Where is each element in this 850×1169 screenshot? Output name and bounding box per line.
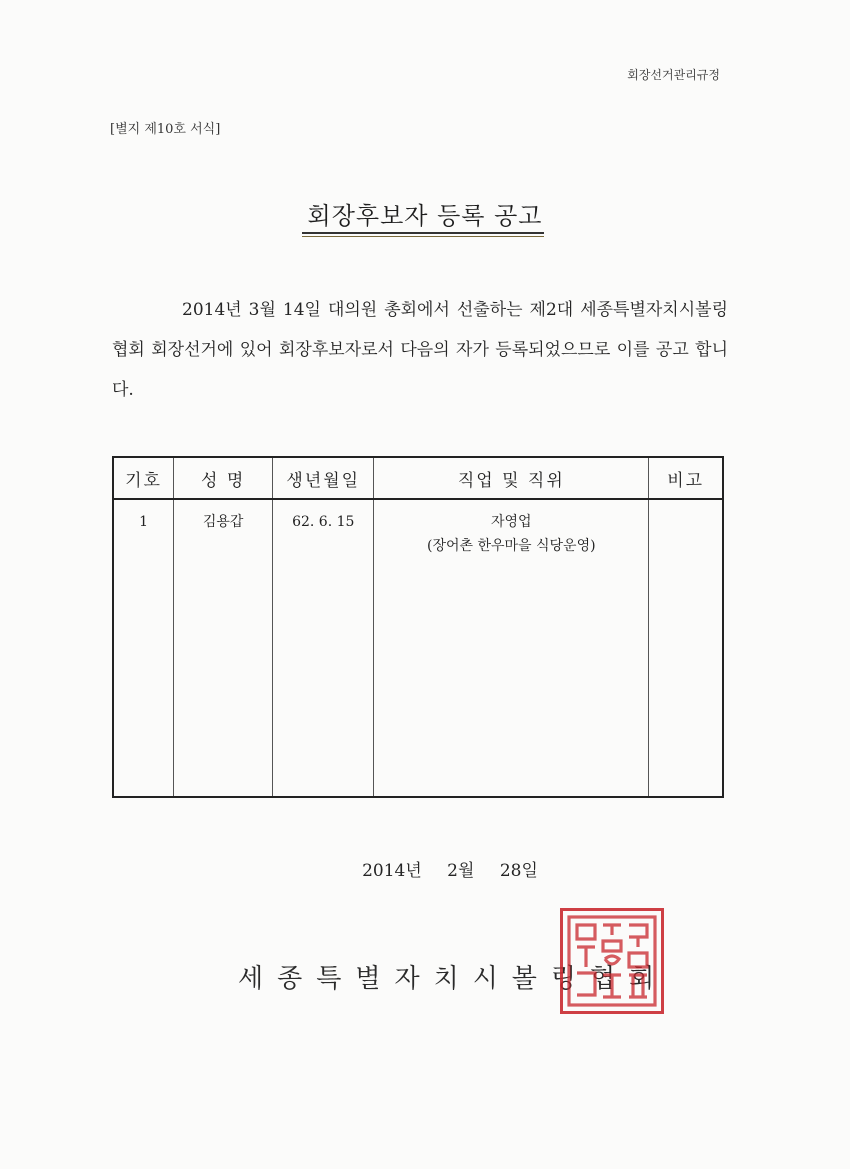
table-header-row (113, 457, 723, 499)
header-number: 기호 (113, 457, 174, 499)
header-note: 비고 (649, 457, 723, 499)
cell-number: 1 (113, 499, 174, 797)
occupation-text: 자영업 (491, 514, 532, 530)
organization-name: 세종특별자치시볼링협회 (238, 964, 669, 994)
title-underline (302, 232, 544, 234)
position-text: (장어촌 한우마을 식당운영) (426, 538, 596, 554)
form-label: [별지 제10호 서식] (110, 122, 221, 137)
cell-name: 김용갑 (174, 499, 273, 797)
cell-birth: 62. 6. 15 (273, 499, 374, 797)
cell-note (649, 499, 723, 797)
header-occupation: 직업 및 직위 (374, 457, 649, 499)
seal-pattern (563, 911, 661, 1011)
table-row (113, 499, 723, 797)
announcement-text: 2014년 3월 14일 대의원 총회에서 선출하는 제2대 세종특별자치시볼링협회 회장선거에 있어 회장후보자로서 다음의 자가 등록되었으므로 이를 공고 합니다. (112, 300, 728, 400)
page-title: 회장후보자 등록 공고 (307, 202, 543, 230)
announcement-date: 2014년 2월 28일 (362, 861, 538, 881)
title-underline-secondary (302, 236, 544, 237)
cell-occupation (374, 499, 649, 797)
header-name: 성 명 (174, 457, 273, 499)
header-birth: 생년월일 (273, 457, 374, 499)
announcement-body (112, 290, 728, 410)
official-seal-icon (560, 908, 664, 1014)
regulation-name: 회장선거관리규정 (627, 68, 720, 82)
candidate-table (112, 456, 724, 798)
